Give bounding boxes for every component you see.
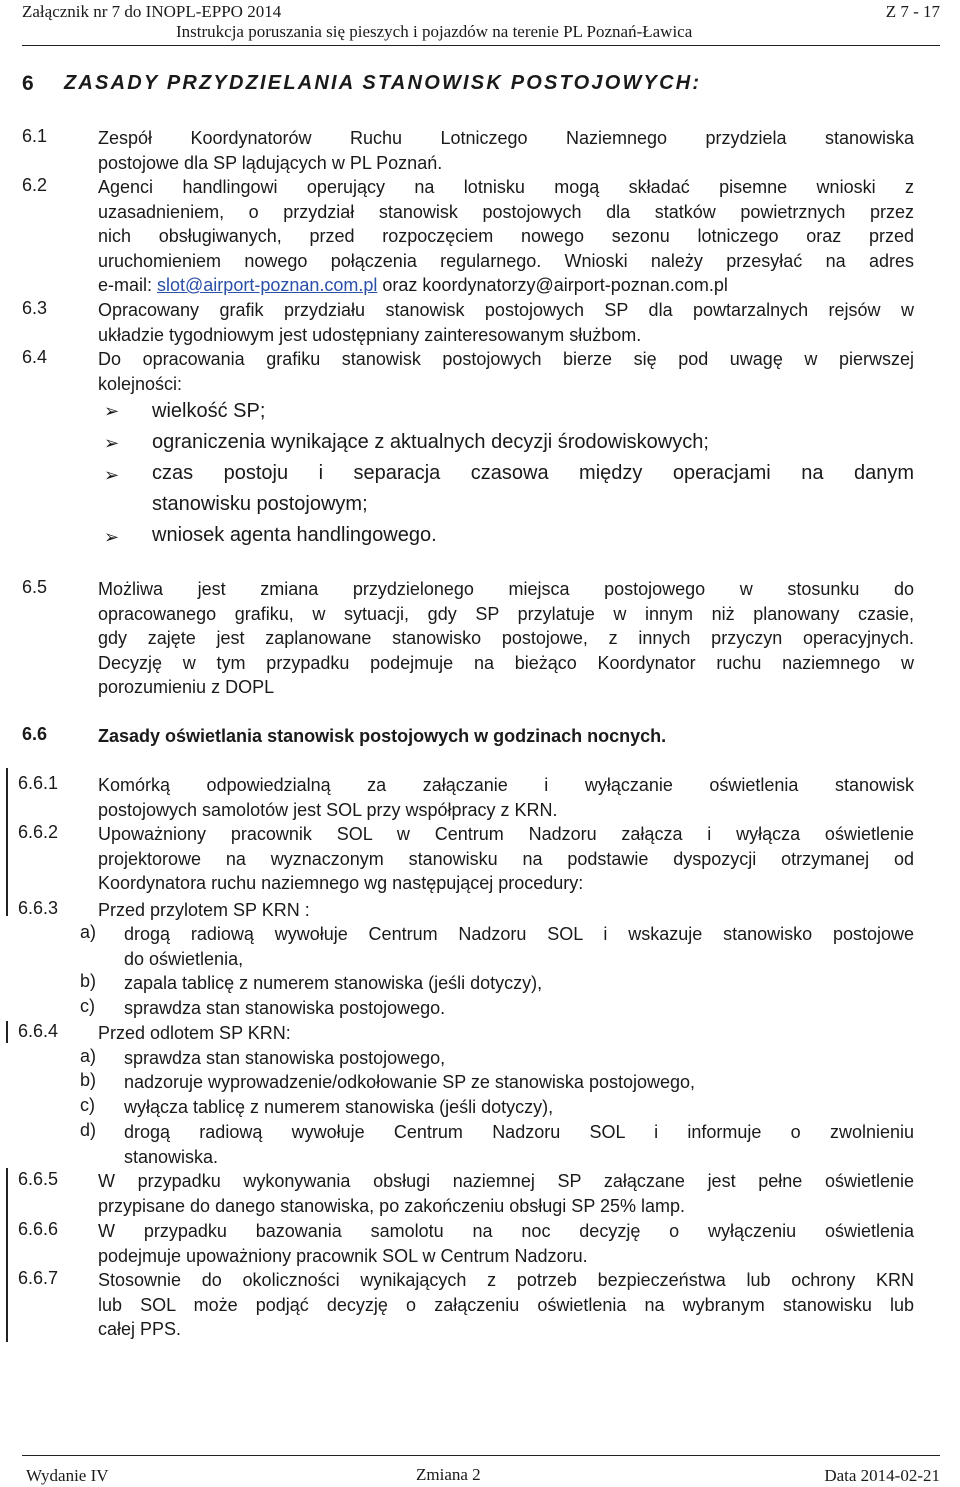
text-line: Opracowany grafik przydziału stanowisk postojowych SP dla powtarzalnych rejsów w: [98, 300, 914, 320]
text-line: lub SOL może podjąć decyzję o załączeniu oświetlenia na wybranym stanowisku lub: [98, 1294, 914, 1315]
arrow-bullet-icon: ➢: [104, 465, 120, 485]
header-rule: [22, 45, 940, 46]
subparagraph-6-6-1: [98, 773, 914, 822]
list-letter: b): [80, 971, 97, 991]
text-line: Możliwa jest zmiana przydzielonego miejsca postojowego w stosunku do: [98, 579, 914, 599]
list-item: [124, 971, 914, 996]
text-line: gdy zajęte jest zaplanowane stanowisko postojowe, z innych przyczyn operacyjnych.: [98, 628, 914, 648]
text-line: W przypadku bazowania samolotu na noc decyzję o wyłączeniu oświetlenia: [98, 1221, 914, 1241]
list-item: [124, 1070, 914, 1095]
paragraph-number: 6.6: [22, 724, 48, 744]
bullet-item: [152, 520, 914, 551]
list-item: [124, 922, 914, 971]
list-letter: c): [80, 996, 95, 1016]
paragraph-number: 6.5: [22, 577, 48, 597]
paragraph-6-2: [22, 175, 914, 298]
text-line: [98, 273, 914, 298]
text-line: sprawdza stan stanowiska postojowego,: [124, 1048, 446, 1068]
text-line: do oświetlenia,: [124, 948, 244, 969]
paragraph-text: [98, 175, 914, 298]
text-line: Upoważniony pracownik SOL w Centrum Nadzoru załącza i wyłącza oświetlenie: [98, 824, 914, 844]
text-line: sprawdza stan stanowiska postojowego.: [124, 998, 446, 1018]
subparagraph-number: 6.6.3: [18, 898, 59, 918]
paragraph-number: 6.2: [22, 175, 48, 195]
subparagraph-6-6-2: [98, 822, 914, 896]
header-subtitle: Instrukcja poruszania się pieszych i pojazdów na terenie PL Poznań-Ławica: [176, 22, 693, 41]
text-line: Przed odlotem SP KRN:: [98, 1023, 291, 1043]
text-line: Koordynatora ruchu naziemnego wg następującej procedury:: [98, 873, 584, 893]
text-line: Przed przylotem SP KRN :: [98, 900, 310, 920]
text-line: projektorowe na wyznaczonym stanowisku na podstawie dyspozycji otrzymanej od: [98, 848, 914, 869]
paragraph-text: [98, 126, 914, 175]
list-letter: b): [80, 1070, 97, 1090]
text-line: drogą radiową wywołuje Centrum Nadzoru SOL i informuje o zwolnieniu: [124, 1122, 914, 1142]
subparagraph-number: 6.6.1: [18, 773, 59, 793]
subparagraph-6-6-7: [98, 1268, 914, 1342]
paragraph-text: [98, 577, 914, 700]
text-line: Komórką odpowiedzialną za załączanie i wyłączanie oświetlenia stanowisk: [98, 775, 914, 795]
paragraph-6-3: [22, 298, 914, 347]
text-line: uruchomieniem nowego połączenia regularnego. Wnioski należy przesyłać na adres: [98, 250, 914, 271]
subparagraph-number: 6.6.6: [18, 1219, 59, 1239]
subparagraph-6-6-3: [98, 898, 914, 923]
paragraph-number: 6.4: [22, 347, 48, 367]
bullet-text: ograniczenia wynikające z aktualnych decyzji środowiskowych;: [152, 431, 709, 453]
text-line: uzasadnieniem, o przydział stanowisk postojowych dla statków powietrznych przez: [98, 201, 914, 222]
section-title: ZASADY PRZYDZIELANIA STANOWISK POSTOJOWYCH:: [64, 72, 702, 94]
arrow-bullet-icon: ➢: [104, 433, 120, 453]
paragraph-6-1: [22, 126, 914, 175]
text-line: Agenci handlingowi operujący na lotnisku mogą składać pisemne wnioski z: [98, 177, 914, 197]
text-line: Decyzję w tym przypadku podejmuje na bieżąco Koordynator ruchu naziemnego w: [98, 652, 914, 673]
subparagraph-number: 6.6.4: [18, 1021, 59, 1041]
footer-rule: [22, 1455, 940, 1456]
header-attachment: Załącznik nr 7 do INOPL-EPPO 2014: [22, 2, 282, 21]
subparagraph-6-6-6: [98, 1219, 914, 1268]
list-letter: a): [80, 1046, 97, 1066]
paragraph-number: 6.1: [22, 126, 48, 146]
text-line: postojowe dla SP lądujących w PL Poznań.: [98, 152, 443, 173]
paragraph-6-5: [22, 577, 914, 700]
subparagraph-number: 6.6.7: [18, 1268, 59, 1288]
list-letter: a): [80, 922, 97, 942]
text-line: przypisane do danego stanowiska, po zakończeniu obsługi SP 25% lamp.: [98, 1195, 686, 1216]
text-line: kolejności:: [98, 373, 183, 394]
email-link-slot[interactable]: slot@airport-poznan.com.pl: [157, 275, 378, 295]
email-koordynatorzy: koordynatorzy@airport-poznan.com.pl: [422, 275, 728, 295]
section-number: 6: [22, 72, 34, 95]
arrow-bullet-icon: ➢: [104, 527, 120, 547]
subparagraph-6-6-5: [98, 1169, 914, 1218]
list-item: [124, 1120, 914, 1169]
text-line: porozumieniu z DOPL: [98, 677, 275, 697]
header-page-ref: Z 7 - 17: [885, 2, 940, 21]
subsection-title-text: Zasady oświetlania stanowisk postojowych w godzinach nocnych.: [98, 726, 667, 746]
text-line: całej PPS.: [98, 1319, 182, 1339]
change-bar: [6, 768, 8, 916]
bullet-text: czas postoju i separacja czasowa między operacjami na danym: [152, 462, 914, 484]
arrow-bullet-icon: ➢: [104, 401, 120, 421]
text-line: Stosownie do okoliczności wynikających z potrzeb bezpieczeństwa lub ochrony KRN: [98, 1270, 914, 1290]
change-bar: [6, 1168, 8, 1342]
paragraph-text: [98, 347, 914, 396]
list-letter: c): [80, 1095, 95, 1115]
footer-date: Data 2014-02-21: [824, 1466, 940, 1485]
subparagraph-6-6-4: [98, 1021, 914, 1046]
text-line: W przypadku wykonywania obsługi naziemnej SP załączane jest pełne oświetlenie: [98, 1171, 914, 1191]
text-line: Zespół Koordynatorów Ruchu Lotniczego Naziemnego przydziela stanowiska: [98, 128, 914, 148]
list-letter: d): [80, 1120, 97, 1140]
bullet-item: [152, 427, 914, 458]
email-connector: oraz: [377, 275, 423, 295]
list-item: [124, 1046, 914, 1071]
bullet-text: wielkość SP;: [152, 400, 266, 422]
paragraph-6-6: [22, 724, 914, 749]
text-line: drogą radiową wywołuje Centrum Nadzoru SOL i wskazuje stanowisko postojowe: [124, 924, 914, 944]
list-item: [124, 1095, 914, 1120]
paragraph-number: 6.3: [22, 298, 48, 318]
footer-edition: Wydanie IV: [26, 1466, 109, 1485]
subparagraph-number: 6.6.5: [18, 1169, 59, 1189]
change-bar: [6, 1021, 8, 1043]
text-line: postojowych samolotów jest SOL przy współpracy z KRN.: [98, 799, 558, 820]
text-line: nich obsługiwanych, przed rozpoczęciem nowego sezonu lotniczego oraz przed: [98, 226, 914, 246]
text-line: wyłącza tablicę z numerem stanowiska (jeśli dotyczy),: [124, 1097, 554, 1117]
text-line: stanowiska.: [124, 1146, 219, 1167]
subsection-title: [98, 724, 914, 749]
text-line: podejmuje upoważniony pracownik SOL w Centrum Nadzoru.: [98, 1245, 588, 1266]
bullet-item: [152, 458, 914, 520]
subparagraph-number: 6.6.2: [18, 822, 59, 842]
bullet-text: wniosek agenta handlingowego.: [152, 524, 437, 546]
bullet-text: stanowisku postojowym;: [152, 493, 368, 515]
email-label: e-mail:: [98, 275, 158, 295]
list-item: [124, 996, 914, 1021]
footer-change: Zmiana 2: [416, 1465, 481, 1484]
bullet-item: [152, 396, 914, 427]
text-line: Do opracowania grafiku stanowisk postojowych bierze się pod uwagę w pierwszej: [98, 349, 914, 369]
text-line: układzie tygodniowym jest udostępniany zainteresowanym służbom.: [98, 324, 642, 345]
text-line: opracowanego grafiku, w sytuacji, gdy SP przylatuje w innym niż planowany czasie,: [98, 603, 914, 624]
text-line: nadzoruje wyprowadzenie/odkołowanie SP ze stanowiska postojowego,: [124, 1072, 696, 1092]
paragraph-text: [98, 298, 914, 347]
paragraph-6-4: [22, 347, 914, 396]
text-line: zapala tablicę z numerem stanowiska (jeśli dotyczy),: [124, 973, 543, 993]
